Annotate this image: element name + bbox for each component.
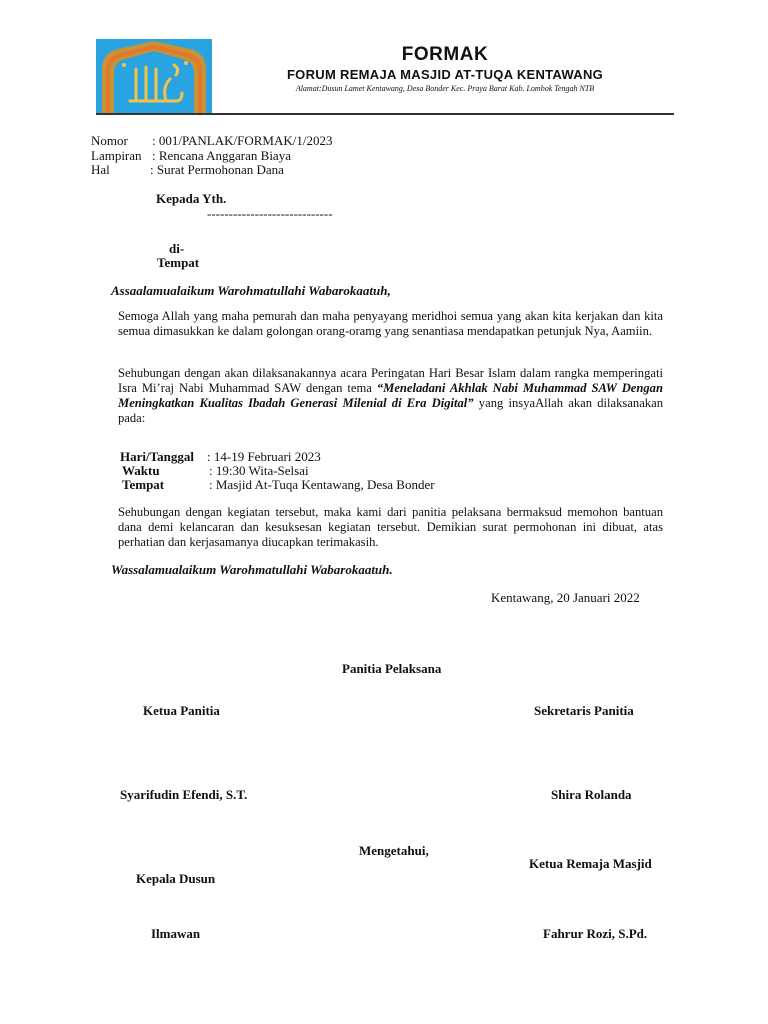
org-address: Alamat:Dusun Lamet Kentawang, Desa Bonder Kec. Praya Barat Kab. Lombok Tengah NTB [295,84,595,93]
waktu-value: : 19:30 Wita-Selsai [209,463,309,478]
salutation-open: Assaalamualaikum Warohmatullahi Wabarokaatuh, [111,283,391,298]
kepala-dusun-name: Ilmawan [151,926,201,941]
paragraph-1-text: Semoga Allah yang maha pemurah dan maha penyayang meridhoi semua yang akan kita kerjakan dan kita semua dimasukkan ke dalam golongan orang-oramg yang senantiasa mendapatkan petunjuk Nya, Aamiin. [118,309,663,338]
recipient-kepada: Kepada Yth. [156,191,227,206]
paragraph-2 [118,366,663,426]
ketua-panitia-title: Ketua Panitia [143,703,220,718]
hari-label: Hari/Tanggal [120,449,194,464]
waktu-label: Waktu [122,463,160,478]
header-divider [96,113,674,115]
mosque-logo-icon [96,39,212,113]
paragraph-3 [118,505,663,550]
ketua-panitia-name: Syarifudin Efendi, S.T. [120,787,248,802]
paragraph-1 [118,309,663,339]
hal-value: : Surat Permohonan Dana [150,162,284,177]
nomor-label: Nomor [91,133,128,148]
lampiran-value: : Rencana Anggaran Biaya [152,148,291,163]
place-date: Kentawang, 20 Januari 2022 [491,590,640,605]
nomor-value: : 001/PANLAK/FORMAK/1/2023 [152,133,333,148]
kepala-dusun-title: Kepala Dusun [136,871,216,886]
recipient-di: di- [169,241,185,256]
mengetahui-label: Mengetahui, [359,843,429,858]
lampiran-label: Lampiran [91,148,142,163]
org-name: FORMAK [401,44,489,65]
hari-value: : 14-19 Februari 2023 [207,449,321,464]
recipient-tempat: Tempat [157,255,200,270]
committee-title: Panitia Pelaksana [342,661,442,676]
recipient-line: ----------------------------- [207,206,333,221]
event-theme: “Meneladani Akhlak Nabi Muhammad SAW Dengan Meningkatkan Kualitas Ibadah Generasi Milenial di Era Digital” [118,381,663,410]
paragraph-2-start: Sehubungan dengan akan dilaksanakannya acara Peringatan Hari Besar Islam dalam rangka memperingati Isra Mi’raj Nabi Muhammad SAW dengan tema [118,366,663,395]
paragraph-2-end: yang insyaAllah akan dilaksanakan pada: [118,396,663,425]
ketua-remaja-name: Fahrur Rozi, S.Pd. [543,926,648,941]
paragraph-3-text: Sehubungan dengan kegiatan tersebut, maka kami dari panitia pelaksana bermaksud memohon bantuan dana demi kelancaran dan kesuksesan kegiatan tersebut. Demikian surat permohonan ini dibuat, atas perhatian dan kerjasamanya diucapkan terimakasih. [118,505,663,549]
salutation-close: Wassalamualaikum Warohmatullahi Wabarokaatuh. [111,562,393,577]
ketua-remaja-title: Ketua Remaja Masjid [529,856,652,871]
org-full-name: FORUM REMAJA MASJID AT-TUQA KENTAWANG [286,67,604,82]
sekretaris-panitia-name: Shira Rolanda [551,787,632,802]
sekretaris-panitia-title: Sekretaris Panitia [534,703,634,718]
tempat-label: Tempat [122,477,165,492]
paragraph-2-text [118,366,663,426]
tempat-value: : Masjid At-Tuqa Kentawang, Desa Bonder [209,477,435,492]
hal-label: Hal [91,162,110,177]
